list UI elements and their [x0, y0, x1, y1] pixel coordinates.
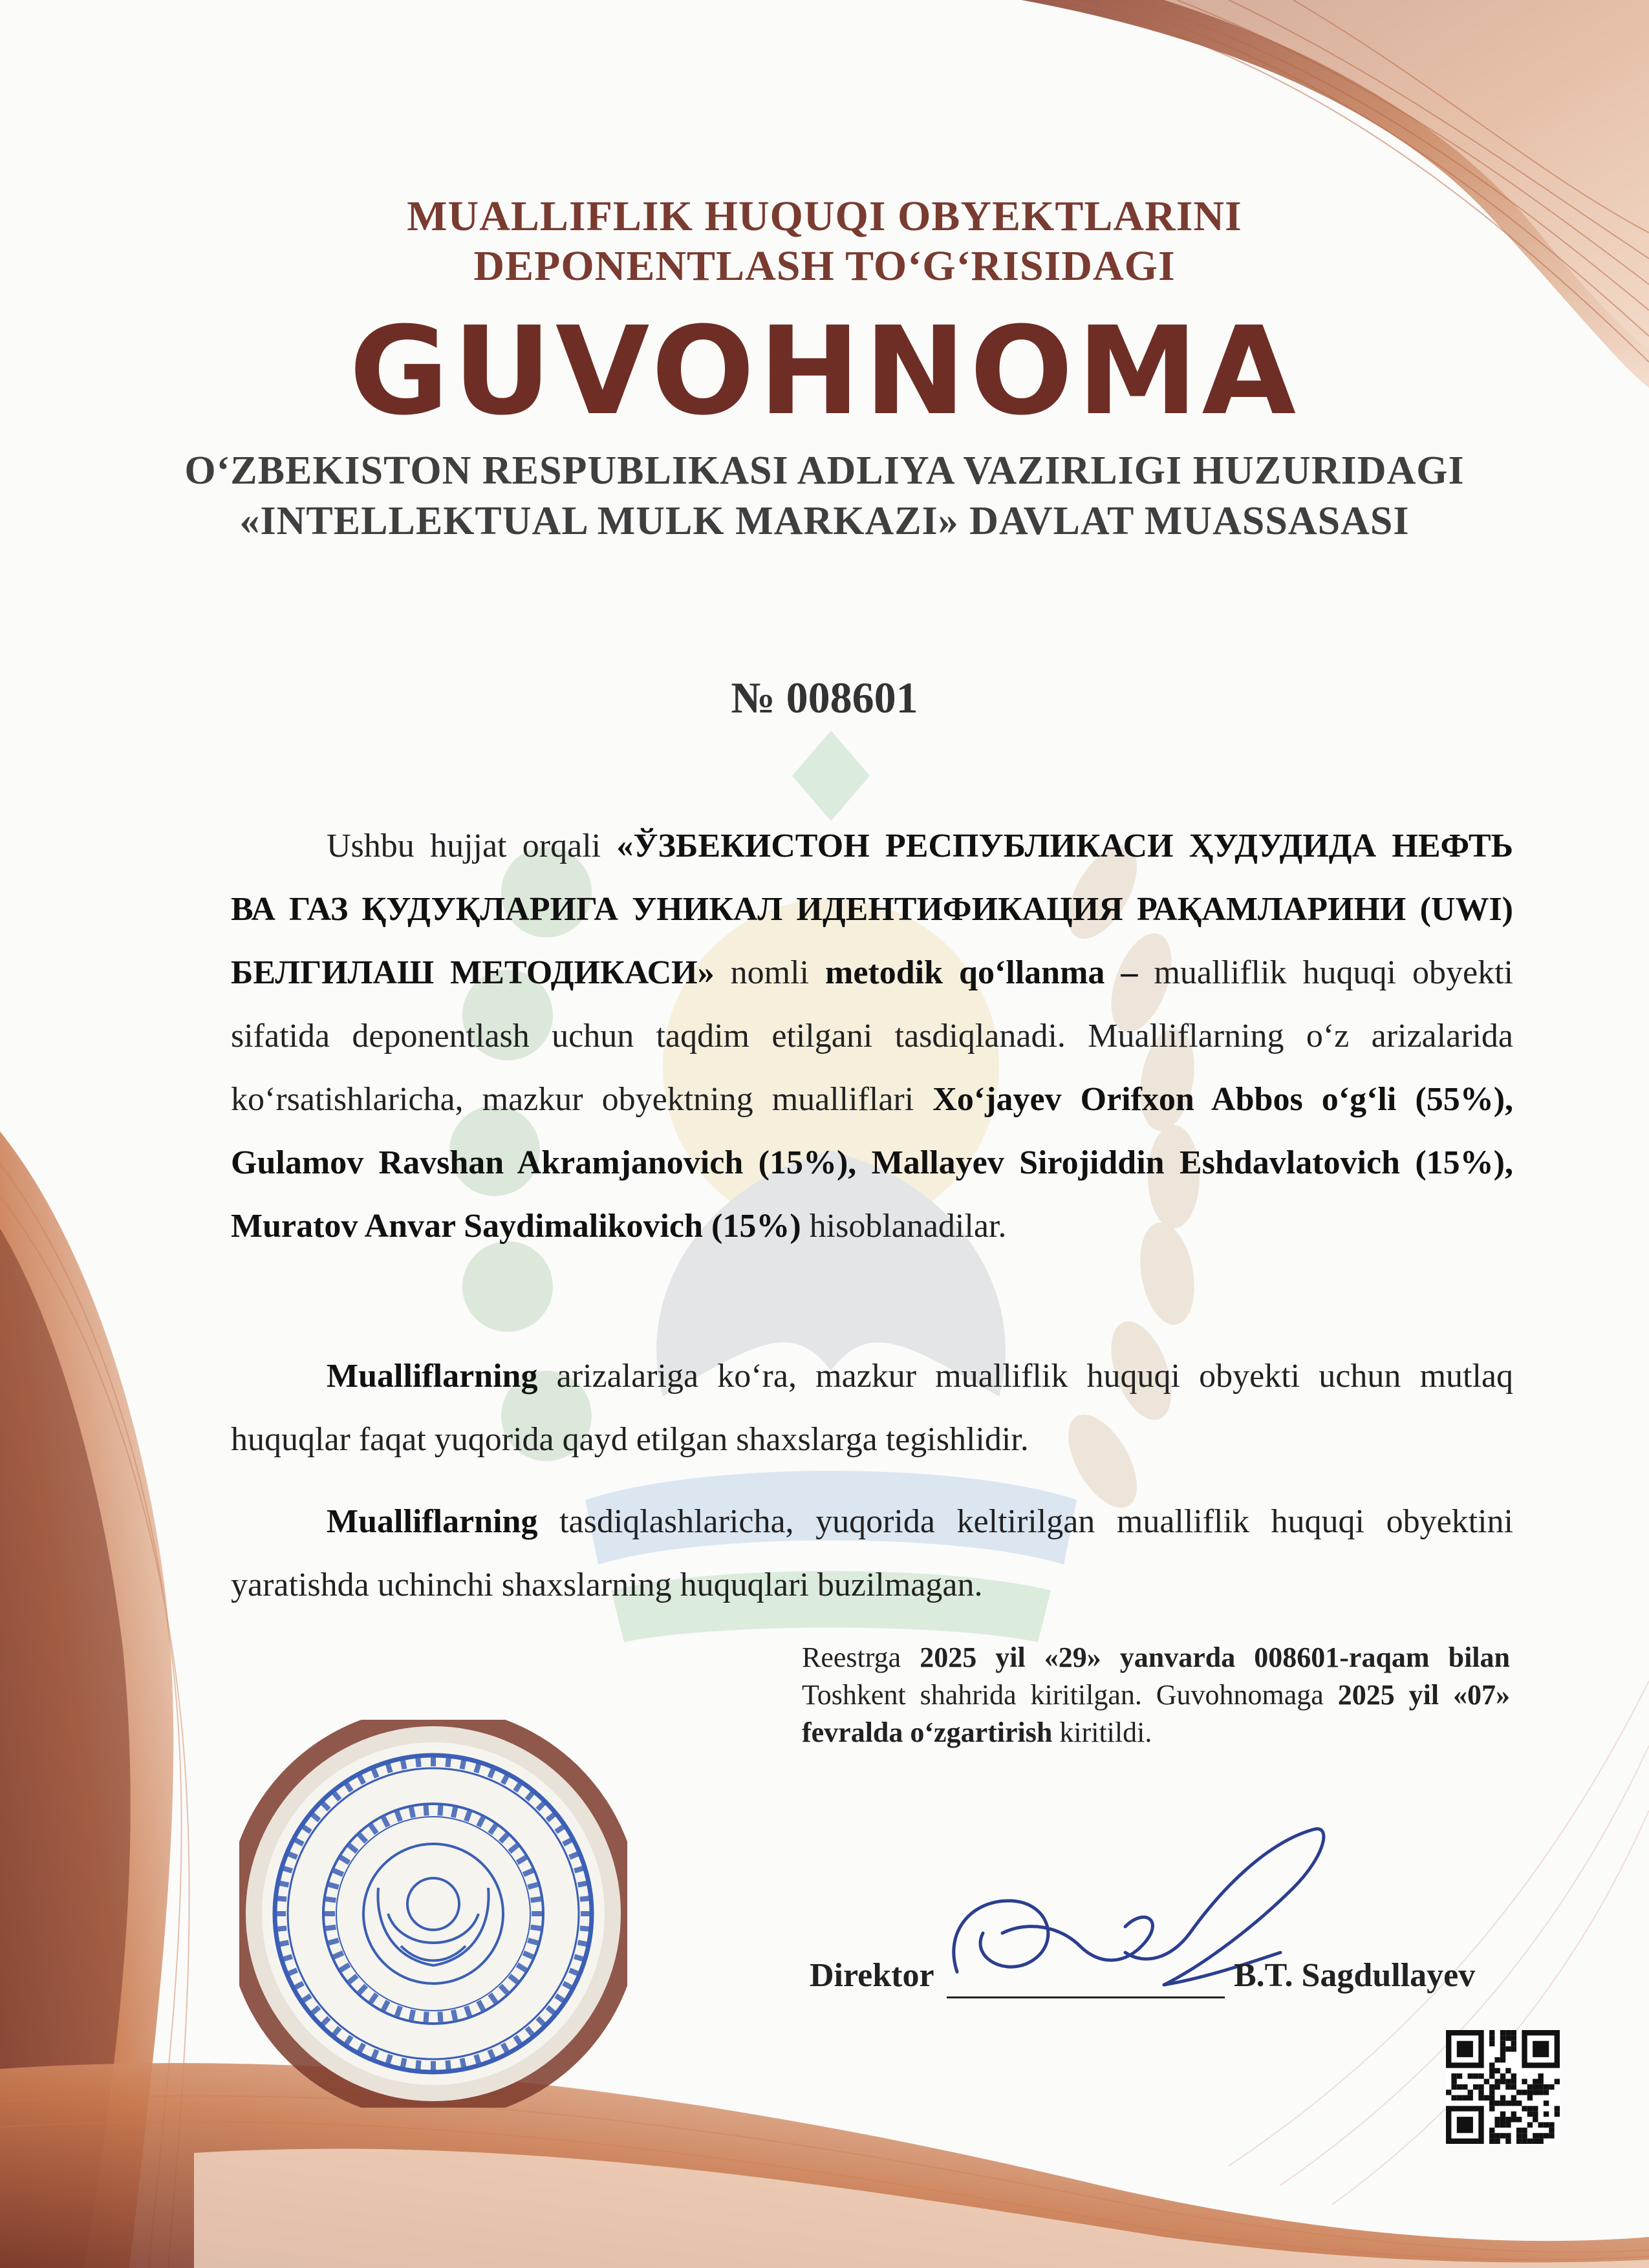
- p3-bold: Mualliflarning: [327, 1503, 538, 1540]
- seal-letter-mark: [431, 1756, 436, 1766]
- p2-bold: Mualliflarning: [327, 1358, 538, 1395]
- seal-letter-mark: [445, 1757, 451, 1768]
- seal-letter-mark: [415, 1757, 422, 1768]
- p3-rest: tasdiqlashlaricha, yuqorida keltirilgan mualliflik huquqi obyektini yaratishda uchinchi shaxslarning huquqlari buzilmagan.: [231, 1503, 1514, 1603]
- director-title: Direktor: [810, 1957, 934, 1994]
- seal-letter-mark: [437, 1805, 443, 1816]
- registry-note: [802, 1639, 1510, 1751]
- registry-r2: 2025 yil «29» yanvarda 008601-raqam bilan: [920, 1642, 1510, 1673]
- certificate-title: GUVOHNOMA: [349, 301, 1300, 442]
- p1-end: hisoblanadilar.: [809, 1208, 1007, 1245]
- p1-intro: Ushbu hujjat orqali: [327, 828, 601, 864]
- director-name: B.T. Sagdullayev: [1234, 1957, 1476, 1994]
- p1-work-type: metodik qo‘llanma –: [825, 954, 1138, 991]
- seal-letter-mark: [581, 1911, 591, 1916]
- official-seal: [239, 1720, 627, 2108]
- p1-nomli: nomli: [730, 954, 809, 991]
- qr-code[interactable]: [1446, 2030, 1560, 2144]
- seal-letter-mark: [431, 2061, 436, 2071]
- header-line-2: DEPONENTLASH TO‘G‘RISIDAGI: [473, 242, 1176, 290]
- seal-letter-mark: [445, 2060, 451, 2071]
- seal-letter-mark: [437, 2011, 443, 2022]
- seal-letter-mark: [580, 1896, 591, 1902]
- organization-line-2: «INTELLEKTUAL MULK MARKAZI» DAVLAT MUASSASASI: [239, 499, 1410, 543]
- seal-letter-mark: [532, 1911, 542, 1916]
- paragraph-3: [231, 1490, 1513, 1617]
- registry-r6: kiritildi.: [1059, 1717, 1152, 1748]
- document-number: № 008601: [731, 673, 918, 722]
- registry-r5: 2025 yil «07» fevralda o‘zgartirish: [802, 1679, 1510, 1748]
- paragraph-2: [231, 1345, 1513, 1471]
- p2-rest: arizalariga ko‘ra, mazkur mualliflik huquqi obyekti uchun mutlaq huquqlar faqat yuqorida qayd etilgan shaxslarga tegishlidir.: [231, 1358, 1513, 1458]
- p1-work-title: «ЎЗБЕКИСТОН РЕСПУБЛИКАСИ ҲУДУДИДА НЕФТЬ ВА ГАЗ ҚУДУҚЛАРИГА УНИКАЛ ИДЕНТИФИКАЦИЯ РАҚАМЛАРИНИ (UWI) БЕЛГИЛАШ МЕТОДИКАСИ»: [231, 828, 1513, 991]
- seal-letter-mark: [580, 1925, 591, 1932]
- registry-r1: Reestrga: [802, 1642, 901, 1673]
- registry-r4: Guvohnomaga: [1156, 1679, 1324, 1711]
- p1-authors: Xo‘jayev Orifxon Abbos o‘g‘li (55%), Gulamov Ravshan Akramjanovich (15%), Mallayev Sirojiddin Eshdavlatovich (15%), Muratov Anvar Saydimalikovich (15%): [231, 1081, 1514, 1245]
- registry-r3: Toshkent shahrida kiritilgan.: [802, 1679, 1142, 1711]
- p1-rest: mualliflik huquqi obyekti sifatida deponentlash uchun taqdim etilgani tasdiqlanadi. Mualliflarning o‘z arizalarida ko‘rsatishlaricha, mazkur obyektning mualliflari: [231, 954, 1514, 1118]
- seal-letter-mark: [424, 2011, 429, 2022]
- header-line-1: MUALLIFLIK HUQUQI OBYEKTLARINI: [407, 193, 1242, 240]
- seal-letter-mark: [325, 1911, 335, 1916]
- organization-line-1: O‘ZBEKISTON RESPUBLIKASI ADLIYA VAZIRLIGI HUZURIDAGI: [184, 449, 1465, 493]
- signature-line: [947, 1996, 1225, 1998]
- paragraph-1: [231, 815, 1513, 1258]
- seal-letter-mark: [424, 1805, 429, 1816]
- seal-letter-mark: [276, 1896, 287, 1902]
- seal-letter-mark: [415, 2060, 422, 2071]
- seal-letter-mark: [276, 1925, 287, 1932]
- seal-letter-mark: [275, 1911, 286, 1916]
- director-signature-row: [810, 1956, 1514, 2002]
